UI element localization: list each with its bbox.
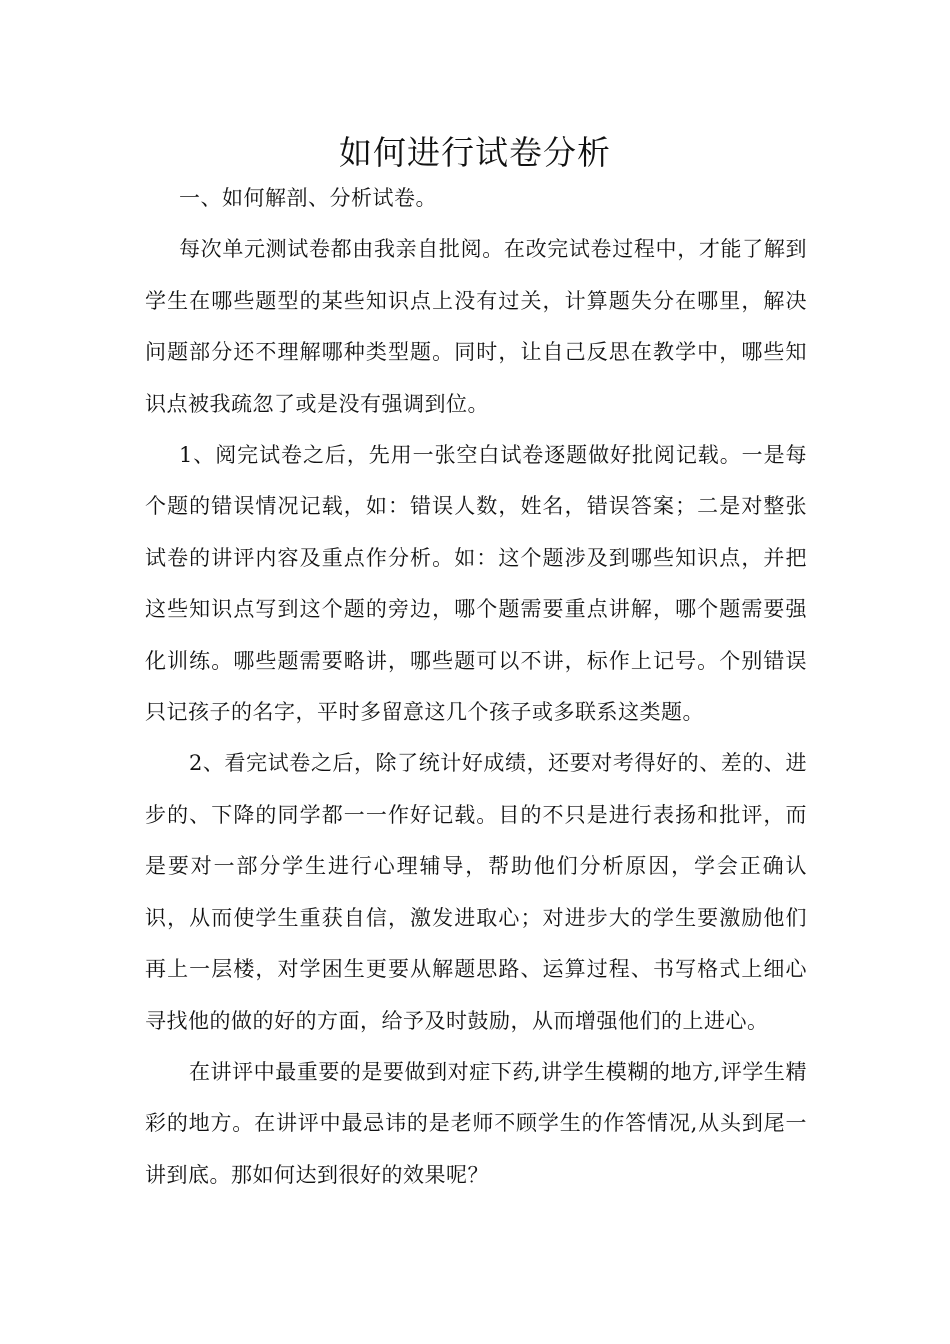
paragraph-conclusion: 在讲评中最重要的是要做到对症下药,讲学生模糊的地方,评学生精彩的地方。在讲评中最忌讳的是老师不顾学生的作答情况,从头到尾一讲到底。那如何达到很好的效果呢？ (145, 1059, 807, 1187)
section-heading: 一、如何解剖、分析试卷。 (179, 186, 437, 210)
paragraph-intro: 每次单元测试卷都由我亲自批阅。在改完试卷过程中，才能了解到学生在哪些题型的某些知识点上没有过关，计算题失分在哪里，解决问题部分还不理解哪种类型题。同时，让自己反思在教学中，哪些知识点被我疏忽了或是没有强调到位。 (145, 237, 807, 416)
page-title: 如何进行试卷分析 (339, 133, 611, 172)
document-body (145, 173, 807, 1201)
paragraph-step-2: 2、看完试卷之后，除了统计好成绩，还要对考得好的、差的、进步的、下降的同学都一一作好记载。目的不只是进行表扬和批评，而是要对一部分学生进行心理辅导，帮助他们分析原因，学会正确认识，从而使学生重获自信，激发进取心；对进步大的学生要激励他们再上一层楼，对学困生更要从解题思路、运算过程、书写格式上细心寻找他的做的好的方面，给予及时鼓励，从而增强他们的上进心。 (145, 751, 807, 1033)
paragraph-step-1: 1、阅完试卷之后，先用一张空白试卷逐题做好批阅记载。一是每个题的错误情况记载，如：错误人数，姓名，错误答案；二是对整张试卷的讲评内容及重点作分析。如：这个题涉及到哪些知识点，并把这些知识点写到这个题的旁边，哪个题需要重点讲解，哪个题需要强化训练。哪些题需要略讲，哪些题可以不讲，标作上记号。个别错误只记孩子的名字，平时多留意这几个孩子或多联系这类题。 (145, 443, 807, 725)
